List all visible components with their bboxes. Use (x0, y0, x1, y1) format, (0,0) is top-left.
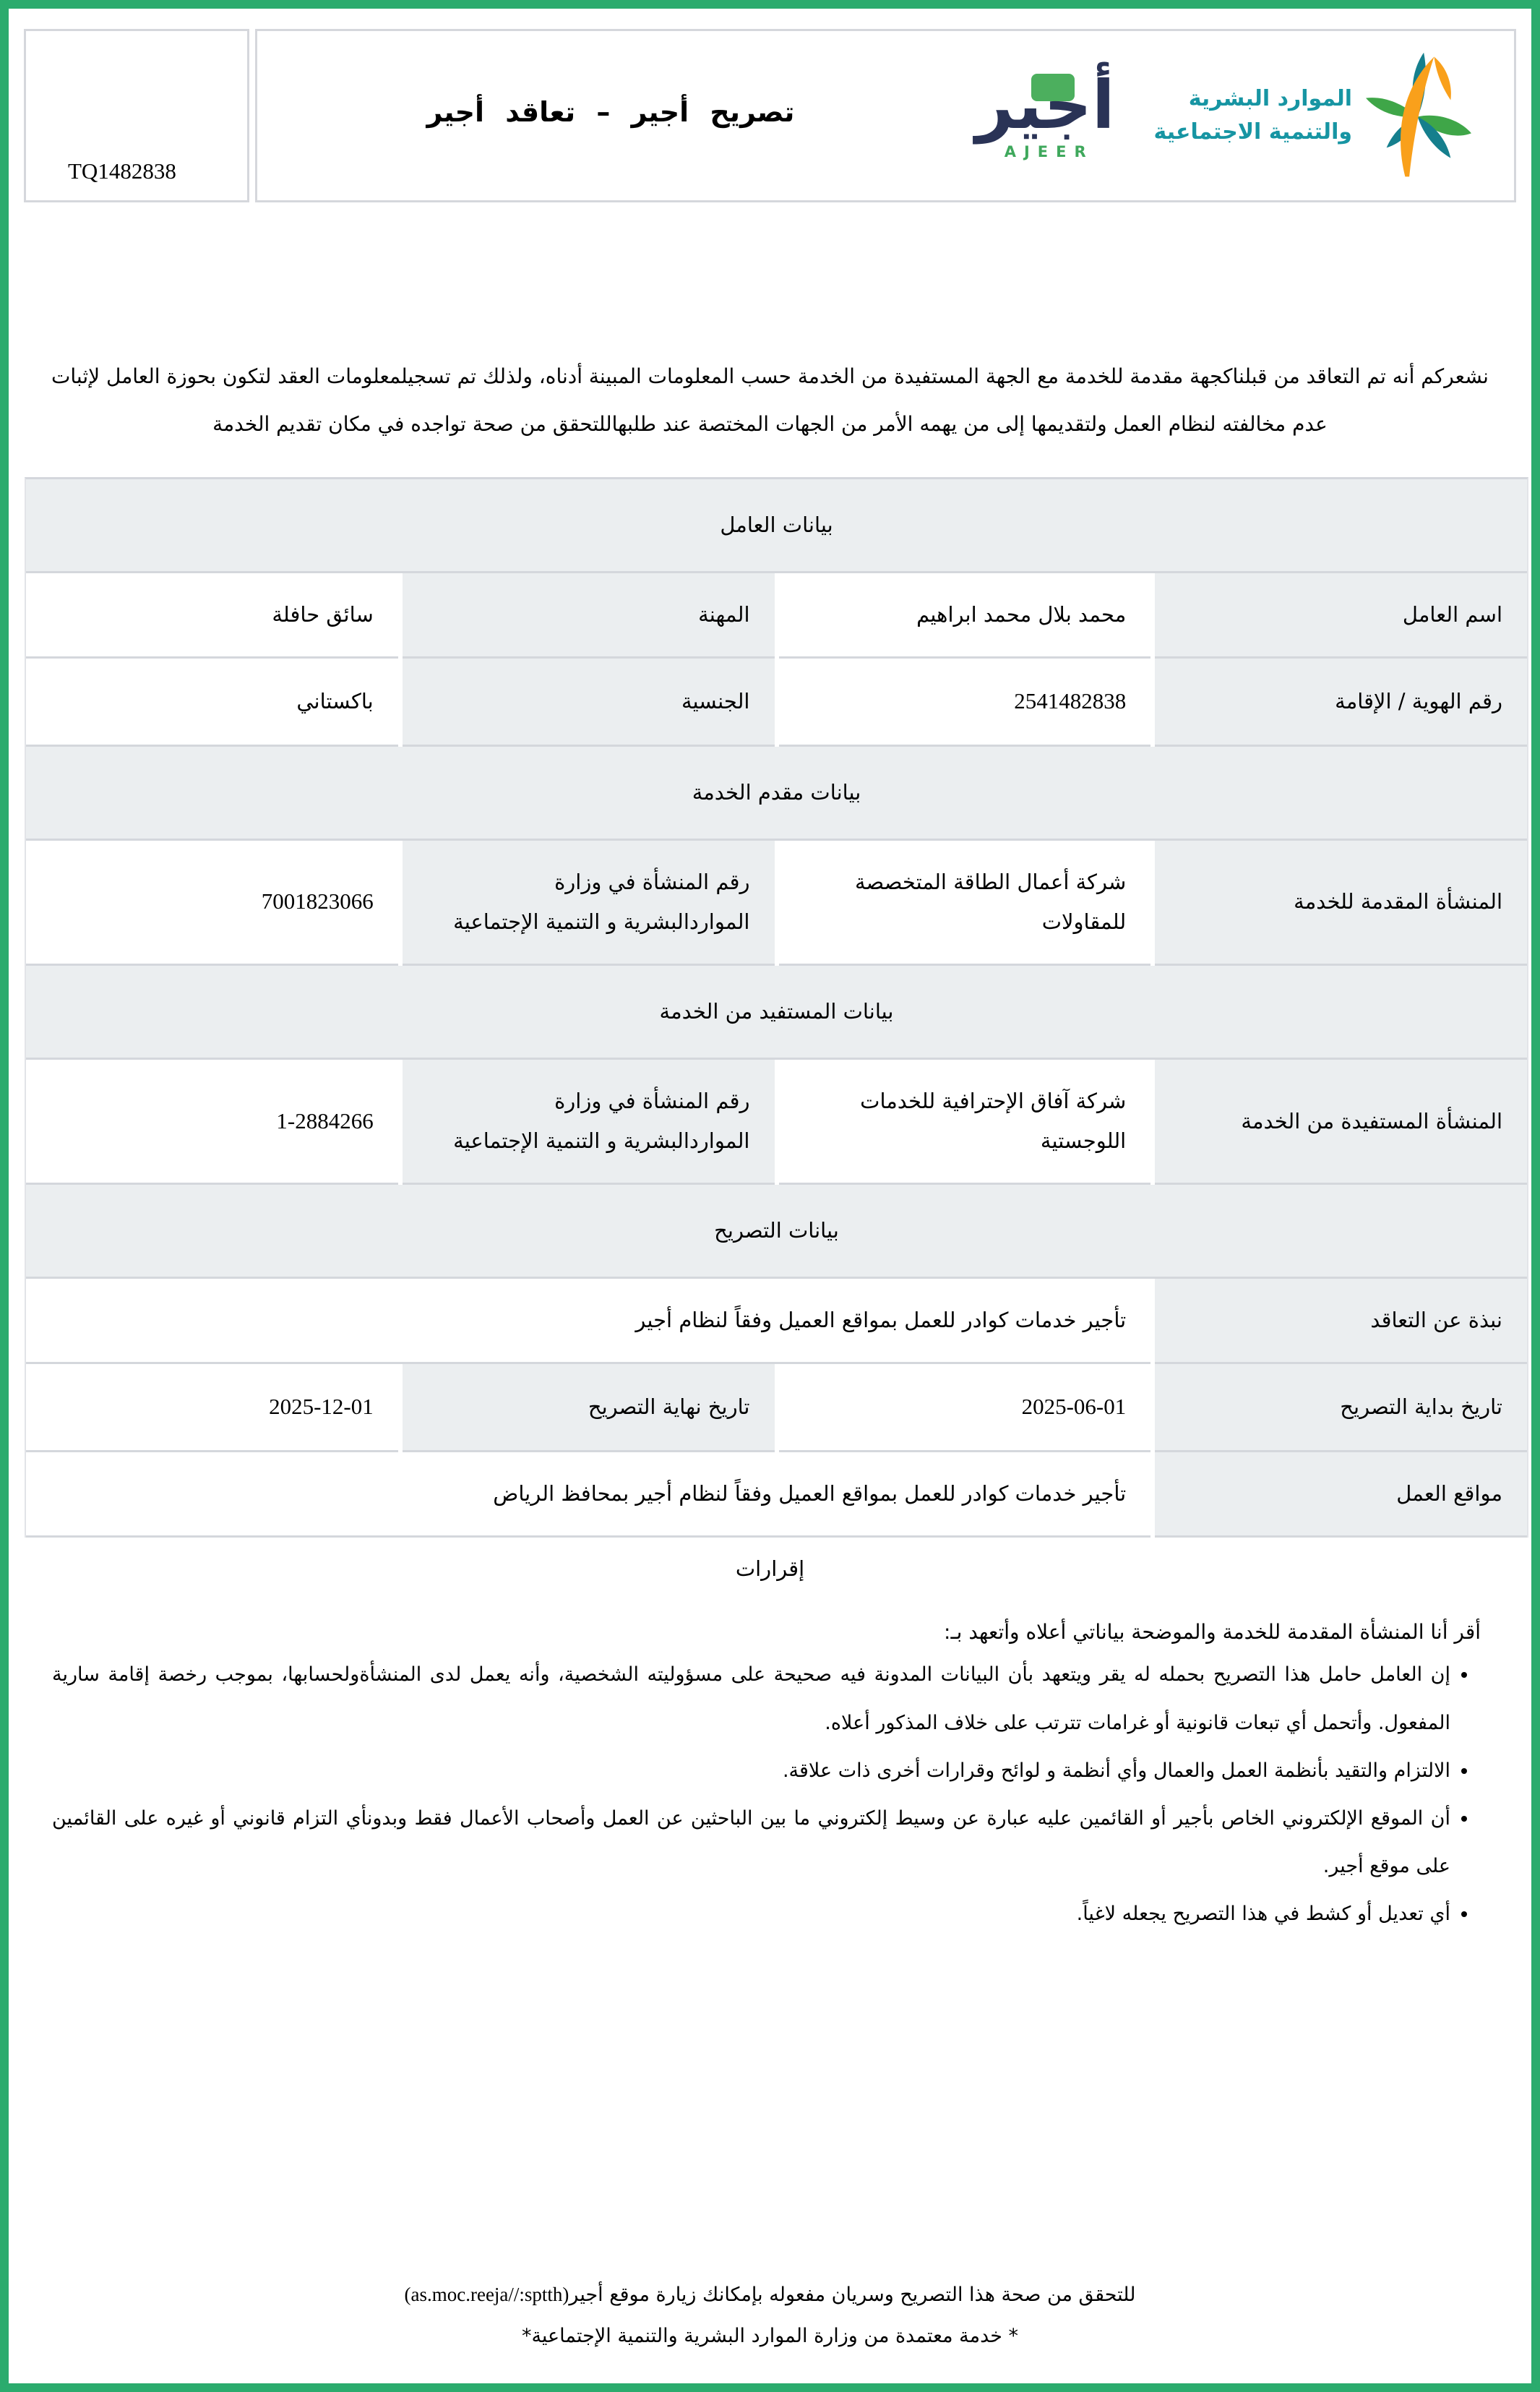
worker-id-label: رقم الهوية / الإقامة (1155, 659, 1527, 747)
ajeer-green-block-icon (1031, 74, 1075, 101)
footer (9, 2284, 1531, 2347)
work-locations-value: تأجير خدمات كوادر للعمل بمواقع العميل وفقاً لنظام أجير بمحافظ الرياض (26, 1452, 1150, 1538)
provider-establishment-label: المنشأة المقدمة للخدمة (1155, 841, 1527, 966)
provider-establishment-value: شركة أعمال الطاقة المتخصصة للمقاولات (779, 841, 1151, 966)
details-table (25, 477, 1528, 1538)
declaration-item: • أي تعديل أو كشط في هذا التصريح يجعله لاغياً. (52, 1890, 1450, 1938)
beneficiary-number-label: رقم المنشأة في وزارة المواردالبشرية و التنمية الإجتماعية (403, 1060, 775, 1185)
section-permit-title: بيانات التصريح (26, 1185, 1527, 1279)
ministry-wordmark (1154, 82, 1352, 150)
page-title: تصريح أجير – تعاقد أجير (426, 96, 795, 128)
declarations-intro: أقر أنا المنشأة المقدمة للخدمة والموضحة بياناتي أعلاه وأتعهد بـ: (944, 1620, 1481, 1645)
footer-verify-url: (as.moc.reeja//:sptth) (404, 2284, 569, 2305)
worker-nationality-value: باكستاني (26, 659, 398, 747)
ajeer-wordmark-latin: AJEER (1004, 143, 1094, 161)
footer-approved-note: * خدمة معتمدة من وزارة الموارد البشرية والتنمية الإجتماعية* (521, 2325, 1019, 2347)
section-beneficiary-title: بيانات المستفيد من الخدمة (26, 966, 1527, 1060)
declaration-item: • الالتزام والتقيد بأنظمة العمل والعمال وأي أنظمة و لوائح وقرارات أخرى ذات علاقة. (52, 1747, 1450, 1795)
contract-summary-label: نبذة عن التعاقد (1155, 1279, 1527, 1364)
footer-verify-line (9, 2284, 1531, 2306)
end-date-value: 2025-12-01 (26, 1364, 398, 1452)
declarations-title: إقرارات (735, 1556, 805, 1582)
ministry-wordmark-line1: الموارد البشرية (1188, 85, 1352, 111)
beneficiary-number-value: 1-2884266 (26, 1060, 398, 1185)
ajeer-wordmark-arabic: أجير (975, 66, 1115, 144)
worker-profession-value: سائق حافلة (26, 573, 398, 659)
ministry-emblem-icon (1362, 48, 1489, 183)
section-worker-title: بيانات العامل (26, 479, 1527, 573)
footer-verify-text: للتحقق من صحة هذا التصريح وسريان مفعوله بإمكانك زيارة موقع أجير (569, 2284, 1136, 2306)
declarations-list (52, 1651, 1481, 1938)
provider-number-label: رقم المنشأة في وزارة المواردالبشرية و التنمية الإجتماعية (403, 841, 775, 966)
header-main-box (255, 29, 1516, 202)
ministry-logo (1154, 48, 1489, 183)
end-date-label: تاريخ نهاية التصريح (403, 1364, 775, 1452)
worker-nationality-label: الجنسية (403, 659, 775, 747)
provider-number-value: 7001823066 (26, 841, 398, 966)
declaration-item: • أن الموقع الإلكتروني الخاص بأجير أو القائمين عليه عبارة عن وسيط إلكتروني ما بين الباحثين عن العمل وأصحاب الأعمال فقط وبدونأي التزام قانوني أو غيره على القائمين على موقع أجير. (52, 1795, 1450, 1890)
worker-id-value: 2541482838 (779, 659, 1151, 747)
header-number-box (24, 29, 249, 202)
contract-summary-value: تأجير خدمات كوادر للعمل بمواقع العميل وفقاً لنظام أجير (26, 1279, 1150, 1364)
declaration-item: • إن العامل حامل هذا التصريح بحمله له يقر ويتعهد بأن البيانات المدونة فيه صحيحة على مسؤوليته الشخصية، وأنه يعمل لدى المنشأةولحسابها، بموجب رخصة إقامة سارية المفعول. وأتحمل أي تبعات قانونية أو غرامات تترتب على خلاف المذكور أعلاه. (52, 1651, 1450, 1746)
start-date-value: 2025-06-01 (779, 1364, 1151, 1452)
intro-paragraph: نشعركم أنه تم التعاقد من قبلناكجهة مقدمة للخدمة مع الجهة المستفيدة من الخدمة حسب المعلومات المبينة أدناه، ولذلك تم تسجيلمعلومات العقد لتكون بحوزة العامل لإثبات عدم مخالفته لنظام العمل ولتقديمها إلى من يهمه الأمر من الجهات المختصة عند طلبهاللتحقق من صحة تواجده في مكان تقديم الخدمة (51, 364, 1489, 436)
ajeer-logo (971, 66, 1119, 161)
section-provider-title: بيانات مقدم الخدمة (26, 747, 1527, 841)
permit-number: TQ1482838 (68, 158, 176, 184)
beneficiary-establishment-label: المنشأة المستفيدة من الخدمة (1155, 1060, 1527, 1185)
worker-profession-label: المهنة (403, 573, 775, 659)
worker-name-label: اسم العامل (1155, 573, 1527, 659)
work-locations-label: مواقع العمل (1155, 1452, 1527, 1538)
ministry-wordmark-line2: والتنمية الاجتماعية (1153, 119, 1352, 145)
beneficiary-establishment-value: شركة آفاق الإحترافية للخدمات اللوجستية (779, 1060, 1151, 1185)
worker-name-value: محمد بلال محمد ابراهيم (779, 573, 1151, 659)
start-date-label: تاريخ بداية التصريح (1155, 1364, 1527, 1452)
header (24, 29, 1516, 202)
